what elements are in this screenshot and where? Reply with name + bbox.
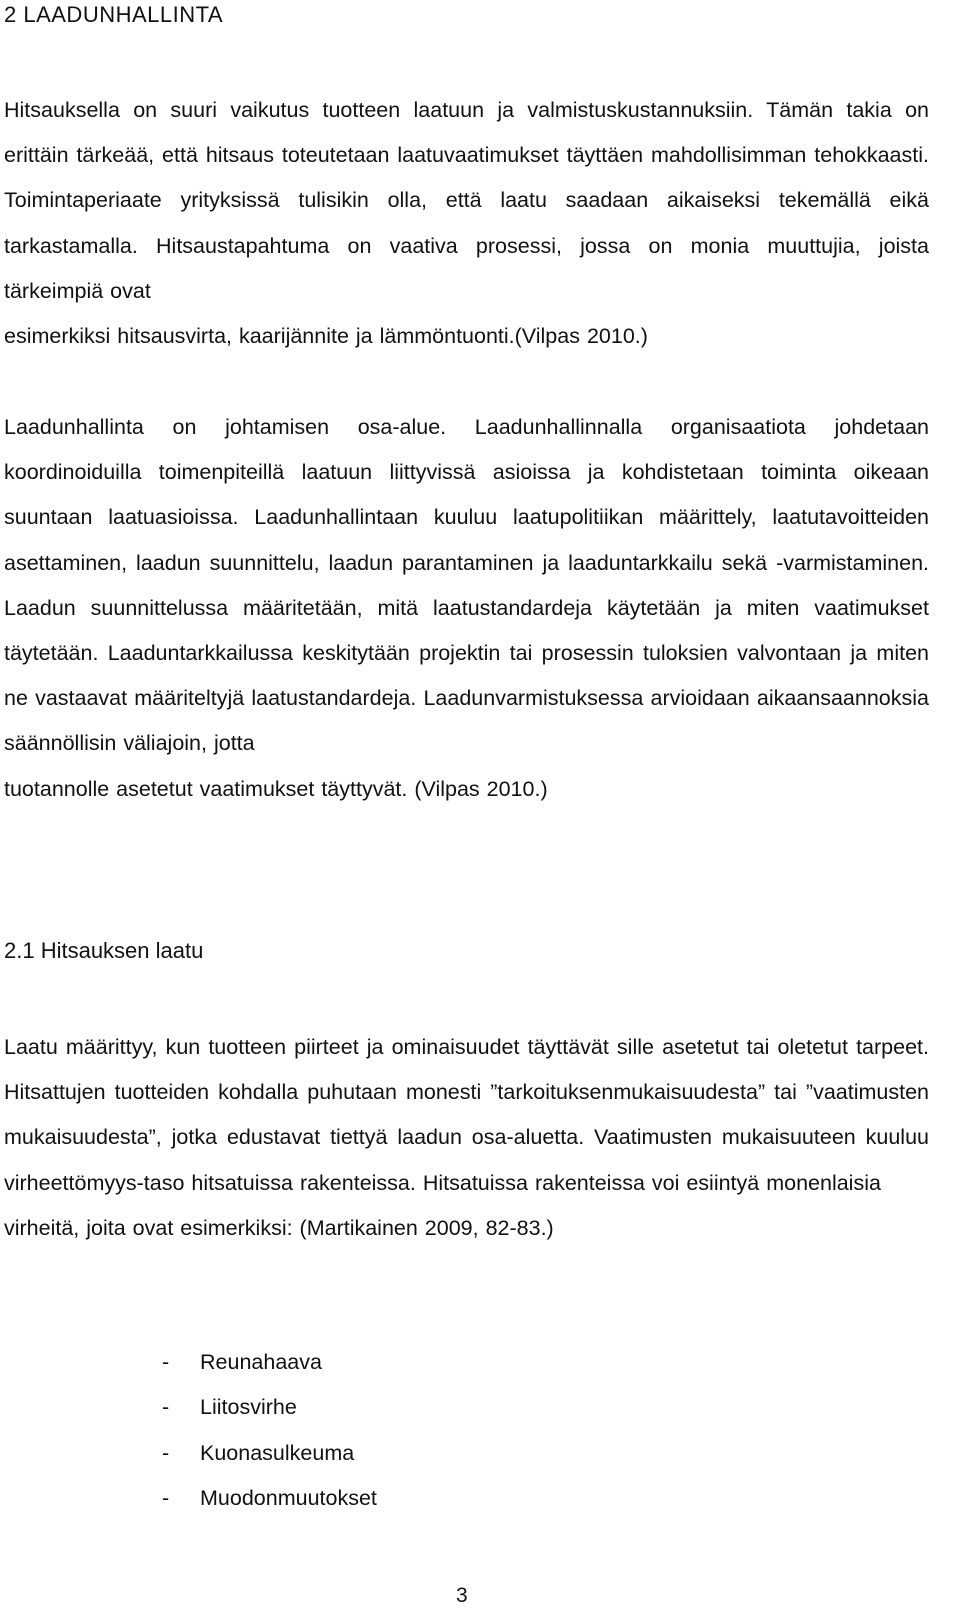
paragraph-body: Laadunhallinta on johtamisen osa-alue. Laadunhallinnalla organisaatiota johdetaan koordinoiduilla toimenpiteillä laatuun liittyvissä asioissa ja kohdistetaan toiminta oikeaan suuntaan laatuasioissa. Laadunhallintaan kuuluu laatupolitiikan määrittely, laatutavoitteiden asettaminen, laadun suunnittelu, laadun parantaminen ja laaduntarkkailu sekä -varmistaminen. Laadun suunnittelussa määritetään, mitä laatustandardeja käytetään ja miten vaatimukset täytetään. Laaduntarkkailussa keskitytään projektin tai prosessin tuloksien valvontaan ja miten ne vastaavat määriteltyjä laatustandardeja. Laadunvarmistuksessa arvioidaan aikaansaannoksia säännöllisin väliajoin, jotta (4, 415, 929, 756)
chapter-heading: 2 LAADUNHALLINTA (4, 2, 224, 27)
list-item-text: Reunahaava (200, 1350, 322, 1374)
list-dash: - (162, 1350, 170, 1374)
list-dash: - (162, 1440, 170, 1465)
section-heading: 2.1 Hitsauksen laatu (4, 938, 204, 963)
paragraph-quality-definition (4, 1025, 929, 1251)
paragraph-last-line: tuotannolle asetetut vaatimukset täyttyvät. (Vilpas 2010.) (4, 776, 548, 801)
list-dash: - (162, 1485, 170, 1510)
list-item-text: Kuonasulkeuma (200, 1440, 355, 1465)
list-item (162, 1476, 377, 1521)
paragraph-body: Hitsauksella on suuri vaikutus tuotteen laatuun ja valmistuskustannuksiin. Tämän takia on erittäin tärkeää, että hitsaus toteutetaan laatuvaatimukset täyttäen mahdollisimman tehokkaasti. Toimintaperiaate yrityksissä tulisikin olla, että laatu saadaan aikaiseksi tekemällä eikä tarkastamalla. Hitsaustapahtuma on vaativa prosessi, jossa on monia muuttujia, joista tärkeimpiä ovat (4, 98, 929, 303)
list-item (162, 1385, 377, 1430)
paragraph-body: Laatu määrittyy, kun tuotteen piirteet ja ominaisuudet täyttävät sille asetetut tai oletetut tarpeet. Hitsattujen tuotteiden kohdalla puhutaan monesti ”tarkoituksenmukaisuudesta” tai ”vaatimusten mukaisuudesta”, jotka edustavat tiettyä laadun osa-aluetta. Vaatimusten mukaisuuteen kuuluu virheettömyys-taso hitsatuissa rakenteissa. Hitsatuissa rakenteissa voi esiintyä monenlaisia (4, 1035, 929, 1195)
paragraph-last-line: esimerkiksi hitsausvirta, kaarijännite ja lämmöntuonti.(Vilpas 2010.) (4, 324, 648, 349)
list-item-text: Muodonmuutokset (200, 1485, 377, 1510)
paragraph-welding-quality (4, 88, 929, 359)
list-dash: - (162, 1395, 170, 1420)
list-item (162, 1431, 377, 1476)
defect-list (162, 1340, 377, 1521)
list-item-text: Liitosvirhe (200, 1395, 297, 1420)
list-item (162, 1340, 377, 1385)
paragraph-quality-management (4, 405, 929, 812)
page-number: 3 (456, 1584, 468, 1607)
paragraph-last-line: virheitä, joita ovat esimerkiksi: (Martikainen 2009, 82-83.) (4, 1215, 554, 1240)
